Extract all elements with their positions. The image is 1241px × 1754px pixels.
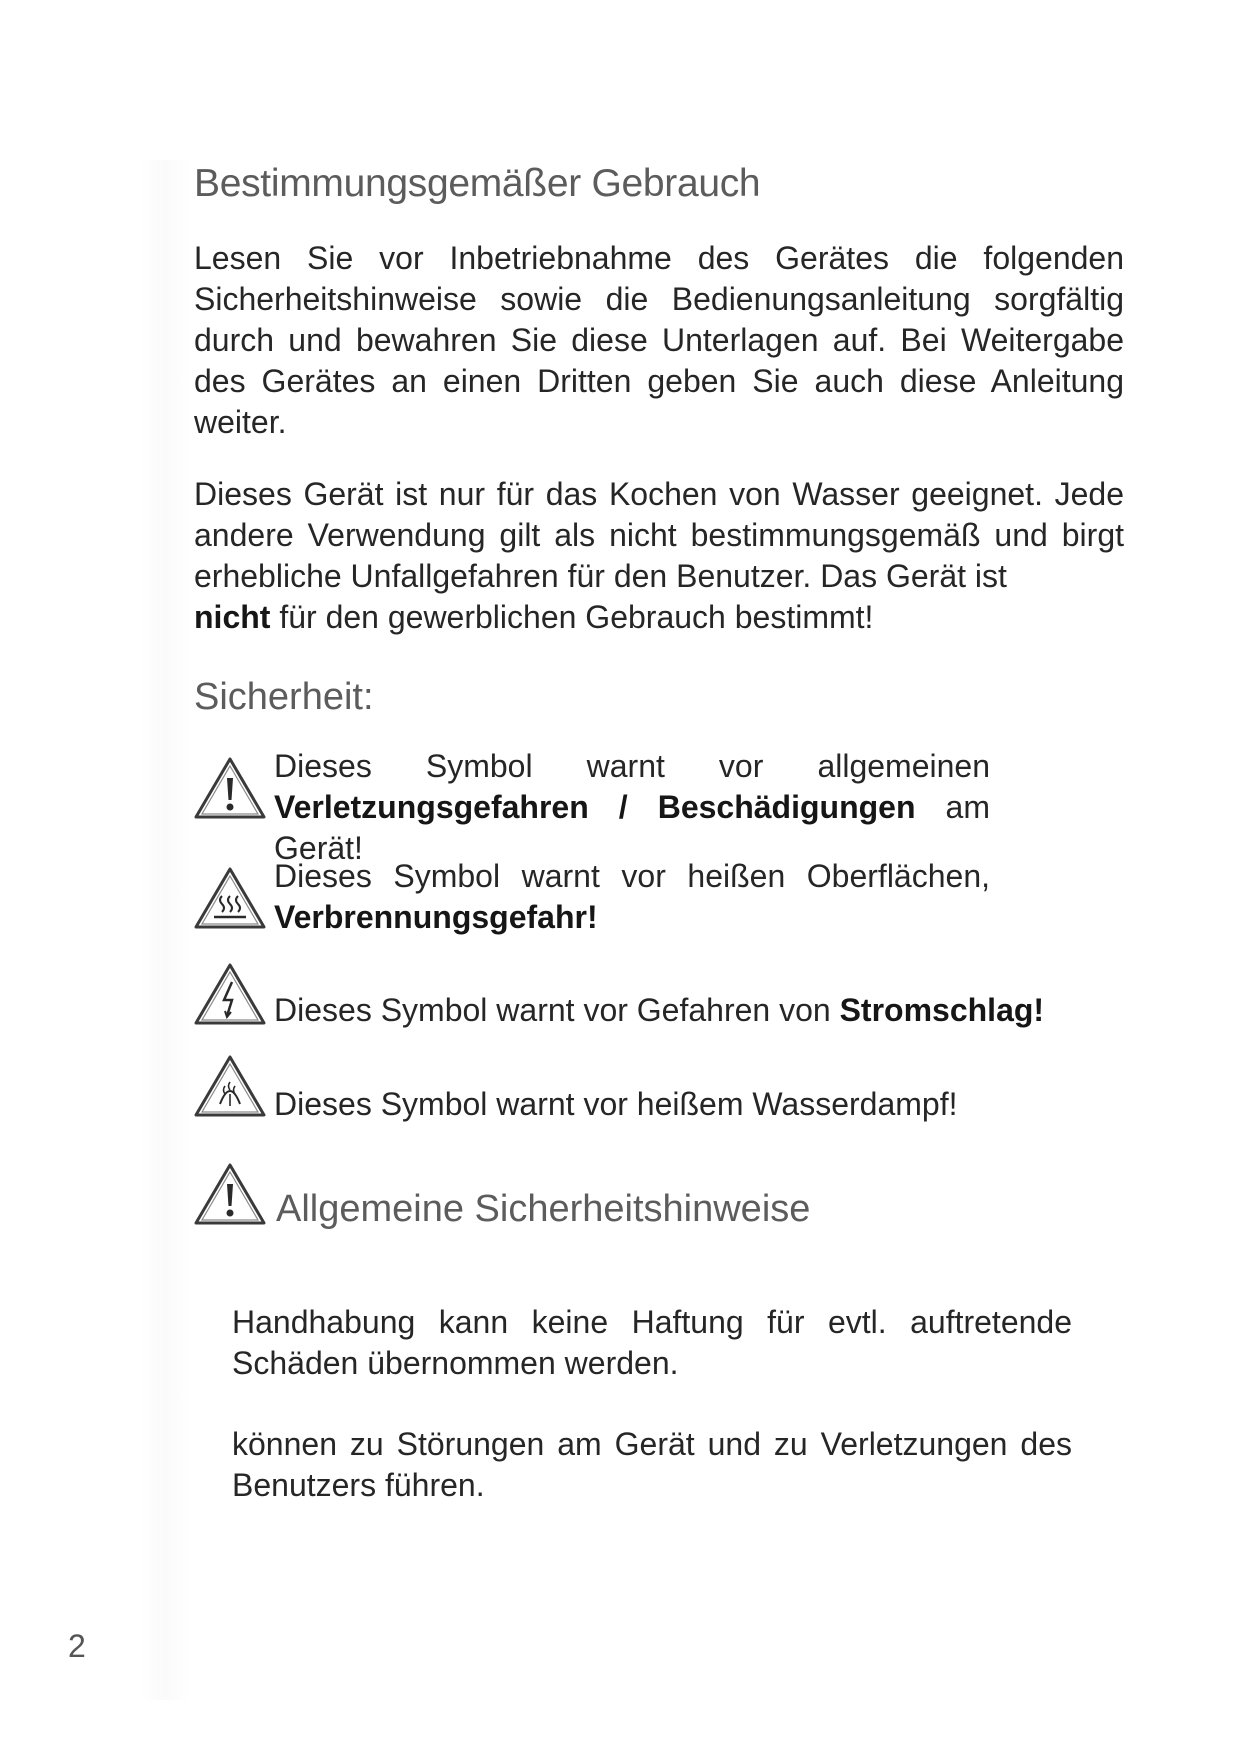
usage-text: Dieses Gerät ist nur für das Kochen von Wasser geeignet. Jede andere Verwendung gilt als nicht bestimmungsgemäß und birgt erhebliche Unfallgefahren für den Benutzer. Das Gerät ist [194, 476, 1124, 594]
exclamation-warning-icon [194, 756, 266, 820]
malfunction-note [232, 1424, 1072, 1506]
intro-line: Sicherheitshinweise sowie die Bedienungsanleitung sorgfältig [194, 281, 1124, 317]
note-line: Schäden übernommen werden. [232, 1345, 679, 1381]
electric-shock-warning-icon [194, 962, 266, 1026]
intro-line: des Gerätes an einen Dritten geben Sie auch diese Anleitung [194, 363, 1124, 399]
liability-note [232, 1302, 1072, 1384]
symbol-row-electric-shock [194, 962, 1094, 1032]
page-title: Bestimmungsgemäßer Gebrauch [194, 162, 761, 205]
note-line: Handhabung kann keine Haftung für evtl. auftretende [232, 1304, 1072, 1340]
symbol-bold-text: Verletzungsgefahren / Beschädigungen [274, 789, 916, 825]
symbol-row-hot-steam [194, 1054, 1094, 1124]
usage-text-end: für den gewerblichen Gebrauch bestimmt! [279, 599, 874, 635]
usage-bold-word: nicht [194, 599, 271, 635]
symbol-bold-text: Verbrennungsgefahr! [274, 899, 598, 935]
symbol-text-line [274, 897, 990, 938]
general-safety-heading: Allgemeine Sicherheitshinweise [276, 1188, 811, 1230]
symbol-text-line: Dieses Symbol warnt vor Gefahren von [274, 992, 831, 1028]
symbol-row-hot-surface [194, 856, 1094, 946]
symbol-text-end: am Gerät! [274, 789, 990, 866]
symbol-text-line: Dieses Symbol warnt vor allgemeinen [274, 748, 990, 784]
symbol-text-line: Dieses Symbol warnt vor heißen Oberflächen, [274, 858, 990, 894]
note-line: können zu Störungen am Gerät und zu Verletzungen des [232, 1426, 1072, 1462]
usage-paragraph [194, 474, 1124, 638]
intro-line: durch und bewahren Sie diese Unterlagen auf. Bei Weitergabe [194, 322, 1124, 358]
hot-surface-warning-icon [194, 866, 266, 930]
safety-heading: Sicherheit: [194, 676, 374, 718]
symbol-description [274, 990, 1074, 1031]
symbol-bold-text: Stromschlag! [839, 992, 1045, 1028]
symbol-row-general [194, 746, 1094, 866]
hot-steam-warning-icon [194, 1054, 266, 1118]
symbol-description [274, 856, 990, 938]
symbol-description: Dieses Symbol warnt vor heißem Wasserdampf! [274, 1086, 958, 1122]
symbol-description [274, 746, 990, 869]
intro-paragraph [194, 238, 1124, 443]
general-safety-heading-row [194, 1162, 1094, 1234]
exclamation-warning-icon [194, 1162, 266, 1226]
intro-line: Lesen Sie vor Inbetriebnahme des Gerätes die folgenden [194, 240, 1124, 276]
page-number: 2 [68, 1628, 86, 1664]
intro-line: weiter. [194, 404, 287, 440]
note-line: Benutzers führen. [232, 1467, 485, 1503]
scan-margin-shade [140, 160, 190, 1700]
